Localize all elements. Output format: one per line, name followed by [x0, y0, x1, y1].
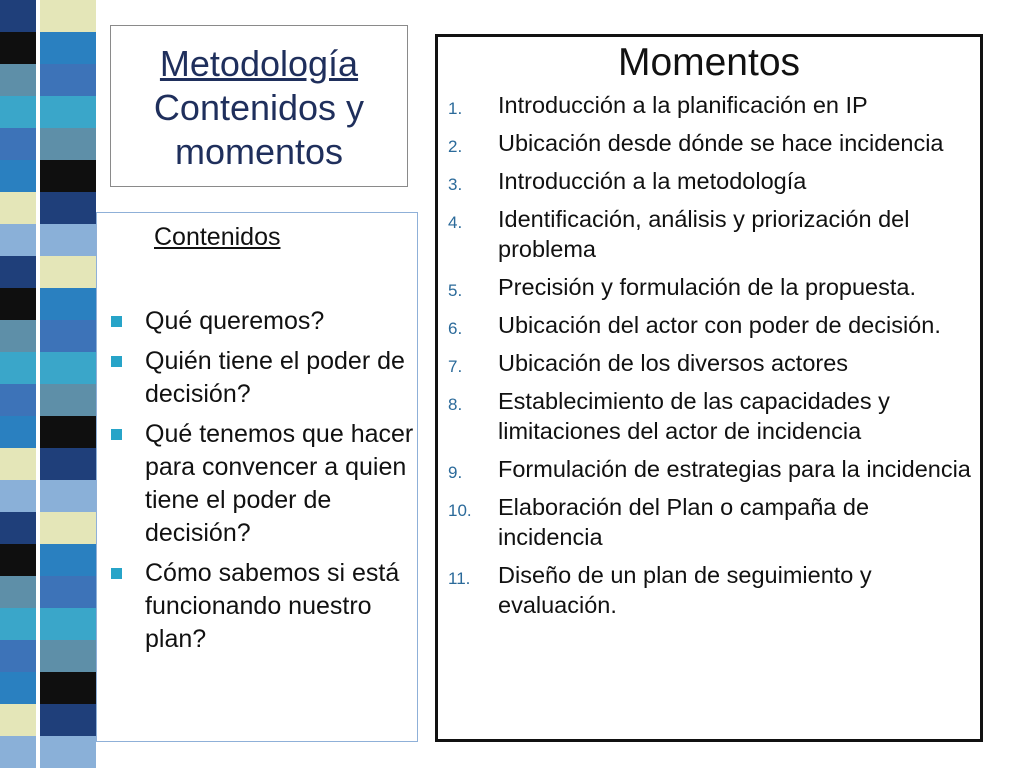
contenidos-list [97, 305, 417, 663]
stripe-block [40, 96, 96, 128]
momentos-box [435, 34, 983, 742]
stripe-block [0, 448, 36, 480]
momentos-item-text: Ubicación del actor con poder de decisión. [498, 312, 941, 338]
contenidos-item-text: Cómo sabemos si está funcionando nuestro plan? [145, 559, 400, 653]
stripe-block [0, 96, 36, 128]
contenidos-item [97, 345, 417, 411]
stripe-block [0, 224, 36, 256]
momentos-item [438, 454, 978, 484]
stripe-block [40, 608, 96, 640]
stripe-block [0, 736, 36, 768]
momentos-item-text: Introducción a la metodología [498, 168, 807, 194]
momentos-item [438, 204, 978, 264]
momentos-item-text: Ubicación de los diversos actores [498, 350, 849, 376]
momentos-item [438, 272, 978, 302]
stripe-block [40, 256, 96, 288]
stripe-block [0, 512, 36, 544]
momentos-item [438, 492, 978, 552]
stripe-block [40, 480, 96, 512]
stripe-block [0, 480, 36, 512]
stripe-block [0, 608, 36, 640]
stripe-block [40, 416, 96, 448]
stripe-block [40, 704, 96, 736]
stripe-block [0, 352, 36, 384]
stripe-block [40, 128, 96, 160]
momentos-item-text: Ubicación desde dónde se hace incidencia [498, 130, 944, 156]
stripe-block [40, 32, 96, 64]
stripe-block [0, 384, 36, 416]
item-number: 2. [448, 137, 463, 156]
contenidos-item [97, 557, 417, 656]
square-bullet-icon [111, 429, 122, 440]
momentos-list [438, 90, 978, 628]
momentos-item [438, 90, 978, 120]
stripe-block [0, 288, 36, 320]
stripe-block [40, 640, 96, 672]
stripe-block [40, 672, 96, 704]
stripe-block [0, 320, 36, 352]
contenidos-heading: Contenidos [154, 223, 281, 251]
momentos-item [438, 348, 978, 378]
item-number: 1. [448, 99, 463, 118]
stripe-block [0, 0, 36, 32]
momentos-heading: Momentos [617, 41, 801, 84]
stripe-block [40, 320, 96, 352]
stripe-block [40, 384, 96, 416]
contenidos-item-text: Quién tiene el poder de decisión? [145, 347, 405, 408]
stripe-block [40, 736, 96, 768]
stripe-block [0, 192, 36, 224]
item-number: 4. [448, 213, 463, 232]
momentos-item-text: Identificación, análisis y priorización del problema [498, 206, 910, 262]
decorative-stripe-band [0, 0, 100, 768]
stripe-block [40, 224, 96, 256]
stripe-block [0, 640, 36, 672]
stripe-block [40, 288, 96, 320]
stripe-block [0, 32, 36, 64]
stripe-block [40, 192, 96, 224]
title-line-momentos: momentos [174, 131, 344, 172]
stripe-block [40, 0, 96, 32]
momentos-item [438, 386, 978, 446]
stripe-block [0, 672, 36, 704]
stripe-block [0, 576, 36, 608]
contenidos-item-text: Qué queremos? [145, 307, 325, 335]
item-number: 10. [448, 501, 472, 520]
contenidos-box [96, 212, 418, 742]
stripe-block [0, 64, 36, 96]
stripe-block [40, 64, 96, 96]
contenidos-item [97, 418, 417, 550]
stripe-block [0, 704, 36, 736]
item-number: 11. [448, 569, 471, 588]
title-line-contenidos: Contenidos y [153, 87, 365, 128]
stripe-block [0, 160, 36, 192]
stripe-block [40, 544, 96, 576]
square-bullet-icon [111, 568, 122, 579]
title-box [110, 25, 408, 187]
square-bullet-icon [111, 356, 122, 367]
momentos-item-text: Diseño de un plan de seguimiento y evaluación. [498, 562, 872, 618]
momentos-item-text: Elaboración del Plan o campaña de incidencia [498, 494, 870, 550]
item-number: 3. [448, 175, 463, 194]
stripe-block [40, 512, 96, 544]
item-number: 8. [448, 395, 463, 414]
momentos-item [438, 128, 978, 158]
item-number: 9. [448, 463, 463, 482]
contenidos-item [97, 305, 417, 338]
item-number: 5. [448, 281, 463, 300]
stripe-block [0, 544, 36, 576]
stripe-block [0, 416, 36, 448]
momentos-item-text: Establecimiento de las capacidades y limitaciones del actor de incidencia [498, 388, 890, 444]
title-line-metodologia: Metodología [159, 43, 359, 84]
momentos-item-text: Formulación de estrategias para la incidencia [498, 456, 971, 482]
stripe-block [40, 352, 96, 384]
momentos-item [438, 166, 978, 196]
stripe-block [0, 256, 36, 288]
stripe-block [40, 160, 96, 192]
square-bullet-icon [111, 316, 122, 327]
item-number: 6. [448, 319, 463, 338]
momentos-item-text: Introducción a la planificación en IP [498, 92, 868, 118]
stripe-block [40, 448, 96, 480]
contenidos-item-text: Qué tenemos que hacer para convencer a quien tiene el poder de decisión? [145, 420, 414, 547]
item-number: 7. [448, 357, 463, 376]
stripe-block [0, 128, 36, 160]
stripe-block [40, 576, 96, 608]
momentos-item [438, 560, 978, 620]
momentos-item-text: Precisión y formulación de la propuesta. [498, 274, 916, 300]
momentos-item [438, 310, 978, 340]
